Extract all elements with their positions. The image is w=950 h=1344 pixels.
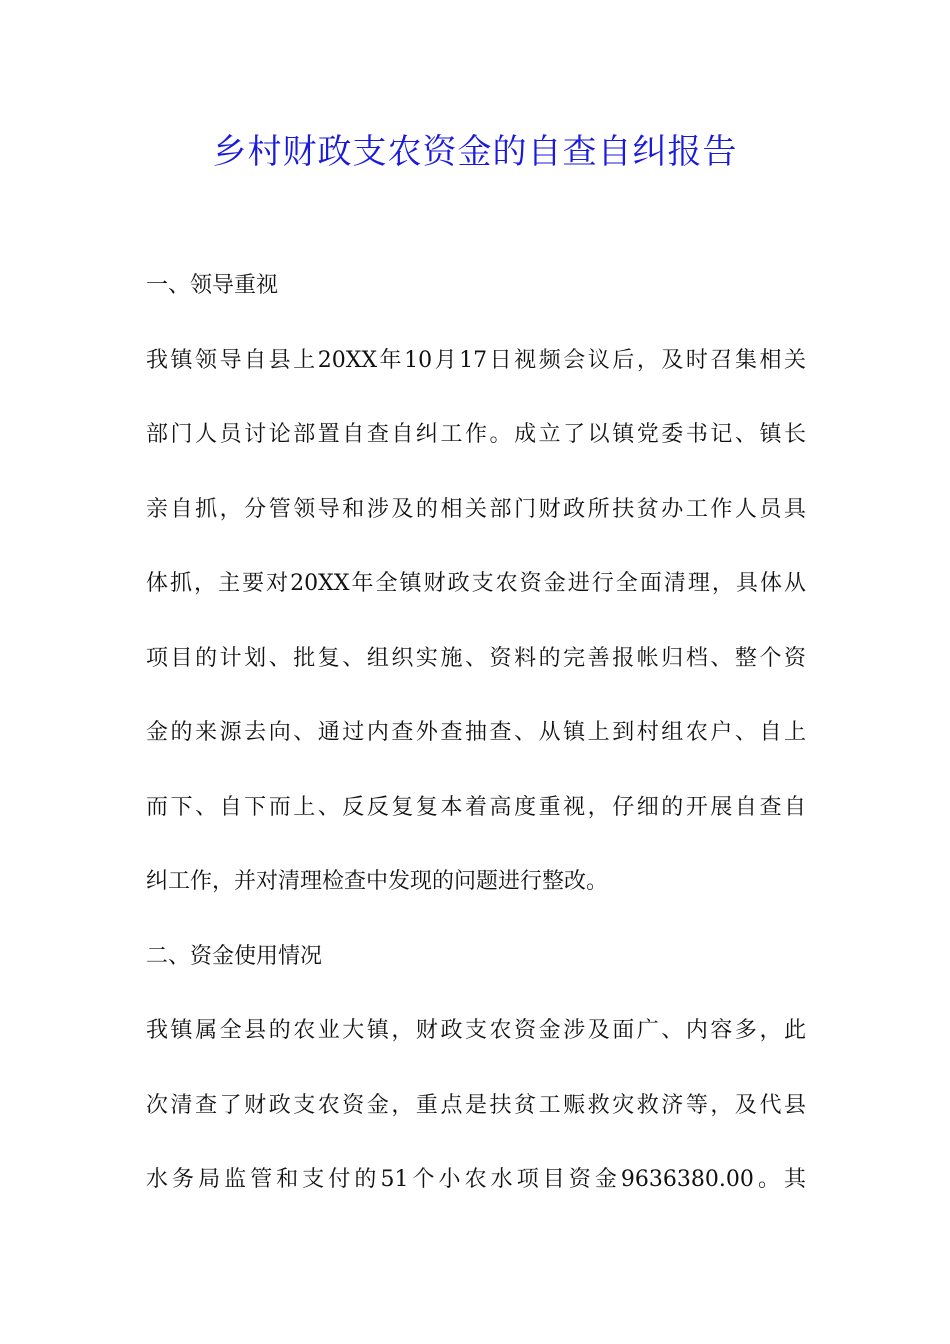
text-line: 纠工作，并对清理检查中发现的问题进行整改。 (146, 869, 609, 894)
text-line: 水务局监管和支付的51个小农水项目资金9636380.00。其 (146, 1167, 806, 1192)
document-title: 乡村财政支农资金的自查自纠报告 (212, 132, 738, 172)
text-line: 而下、自下而上、反反复复本着高度重视，仔细的开展自查自 (146, 794, 806, 820)
text-line: 金的来源去向、通过内查外查抽查、从镇上到村组农户、自上 (146, 720, 806, 745)
document-body (146, 264, 806, 1233)
text-line: 我镇领导自县上20XX年10月17日视频会议后，及时召集相关 (146, 347, 806, 373)
text-line: 部门人员讨论部置自查自纠工作。成立了以镇党委书记、镇长 (146, 422, 806, 447)
text-line: 体抓，主要对20XX年全镇财政支农资金进行全面清理，具体从 (146, 571, 806, 596)
text-line: 我镇属全县的农业大镇，财政支农资金涉及面广、内容多，此 (146, 1018, 806, 1043)
text-line: 二、资金使用情况 (146, 943, 323, 969)
text-line: 亲自抓，分管领导和涉及的相关部门财政所扶贫办工作人员具 (146, 496, 806, 522)
text-line: 一、领导重视 (146, 273, 279, 298)
text-line: 项目的计划、批复、组织实施、资料的完善报帐归档、整个资 (146, 645, 806, 671)
text-line: 次清查了财政支农资金，重点是扶贫工赈救灾救济等，及代县 (146, 1092, 806, 1118)
